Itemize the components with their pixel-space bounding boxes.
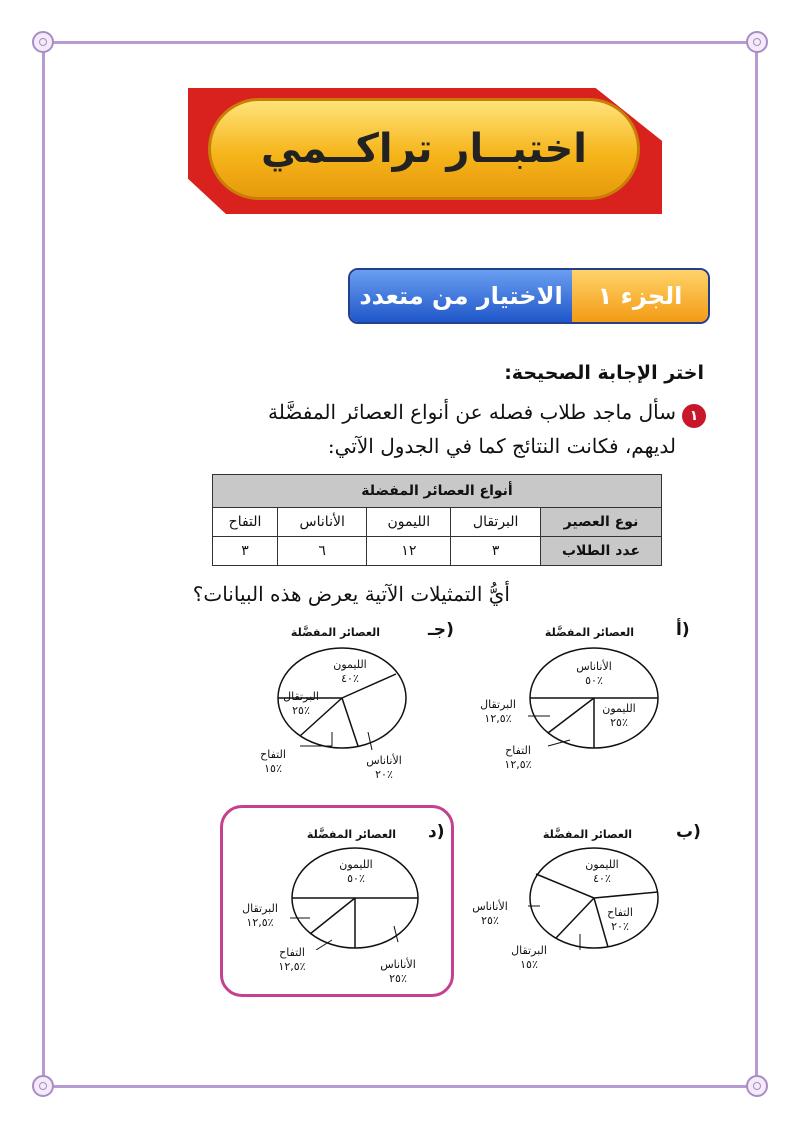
option-b-label-pineapple: الأناناس ٢٥٪: [472, 900, 508, 927]
table-cell-count: ٦: [278, 537, 367, 566]
option-c-label-apple: التفاح ١٥٪: [260, 748, 286, 775]
option-a-label-apple: التفاح ١٢,٥٪: [504, 744, 532, 771]
option-b-label-orange: البرتقال ١٥٪: [511, 944, 547, 971]
option-b-label-lemon: الليمون ٤٠٪: [585, 858, 619, 885]
option-c-title: العصائر المفضَّلة: [290, 626, 380, 639]
option-d-label-pineapple: الأناناس ٢٥٪: [380, 958, 416, 985]
frame-bottom: [52, 1085, 748, 1088]
option-c-pie-divider: [342, 698, 358, 746]
table-cell-count: ١٢: [367, 537, 451, 566]
frame-right: [755, 52, 758, 1076]
option-b-letter: ب): [676, 822, 701, 842]
option-d-title: العصائر المفضَّلة: [306, 828, 396, 841]
frame-left: [42, 52, 45, 1076]
option-d-letter: د): [428, 822, 445, 842]
table-row-label-type: نوع العصير: [541, 508, 662, 537]
section-name: الاختيار من متعدد: [350, 270, 572, 322]
option-b-pie-divider: [556, 898, 594, 938]
question-prompt: أيُّ التمثيلات الآتية يعرض هذه البيانات؟: [192, 582, 510, 606]
option-d-label-orange: البرتقال ١٢,٥٪: [242, 902, 278, 929]
question-line-2: لديهم، فكانت النتائج كما في الجدول الآتي:: [327, 434, 676, 458]
option-c-label-lemon: الليمون ٤٠٪: [333, 658, 367, 685]
option-d-pie-divider: [310, 898, 355, 934]
table-cell-count: ٣: [451, 537, 541, 566]
juice-table: [212, 474, 662, 566]
option-a-label-pineapple: الأناناس ٥٠٪: [576, 660, 612, 687]
option-d-leader-line: [394, 926, 398, 942]
corner-ornament-tr: [746, 31, 768, 53]
question-number-badge: ١: [682, 404, 706, 428]
frame-top: [52, 41, 748, 44]
question-line-1: سأل ماجد طلاب فصله عن أنواع العصائر المفضَّلة: [268, 400, 676, 424]
page-title: اختبــار تراكــمي: [260, 126, 587, 172]
table-cell-juice: التفاح: [213, 508, 278, 537]
instruction-text: اختر الإجابة الصحيحة:: [504, 362, 704, 384]
option-a-label-orange: البرتقال ١٢,٥٪: [480, 698, 516, 725]
table-cell-juice: الأناناس: [278, 508, 367, 537]
table-row-label-count: عدد الطلاب: [541, 537, 662, 566]
table-cell-juice: الليمون: [367, 508, 451, 537]
option-a-letter: أ): [676, 620, 690, 640]
table-cell-juice: البرتقال: [451, 508, 541, 537]
option-b-pie-divider: [594, 892, 658, 898]
option-a-label-lemon: الليمون ٢٥٪: [602, 702, 636, 729]
title-banner: [208, 98, 640, 200]
option-d-label-lemon: الليمون ٥٠٪: [339, 858, 373, 885]
corner-ornament-bl: [32, 1075, 54, 1097]
table-caption: أنواع العصائر المفضلة: [213, 475, 662, 508]
section-band: [348, 268, 710, 324]
corner-ornament-br: [746, 1075, 768, 1097]
option-c-letter: جـ): [428, 620, 454, 640]
corner-ornament-tl: [32, 31, 54, 53]
option-b-label-apple: التفاح ٢٠٪: [607, 906, 633, 933]
option-b-title: العصائر المفضَّلة: [542, 828, 632, 841]
table-cell-count: ٣: [213, 537, 278, 566]
option-c-label-pineapple: الأناناس ٢٠٪: [366, 754, 402, 781]
option-c-leader-line: [368, 732, 372, 750]
section-part-label: الجزء ١: [572, 270, 708, 322]
option-d-label-apple: التفاح ١٢,٥٪: [278, 946, 306, 973]
option-c-label-orange: البرتقال ٢٥٪: [283, 690, 319, 717]
option-a-pie-divider: [548, 698, 594, 733]
option-a-title: العصائر المفضَّلة: [544, 626, 634, 639]
